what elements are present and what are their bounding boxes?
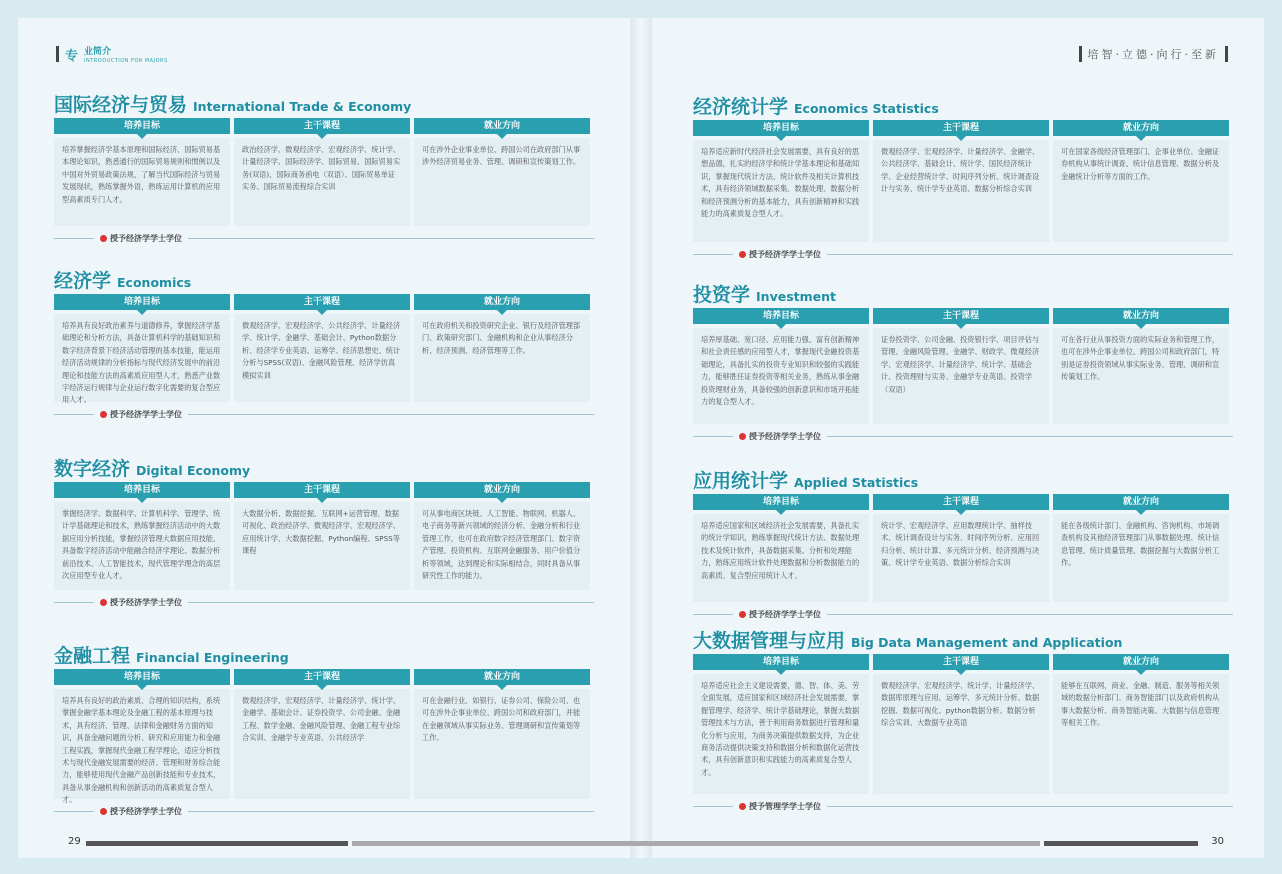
major-section bbox=[693, 466, 1233, 620]
column-body: 可在各行业从事投资方面的实际业务和管理工作，也可在涉外企事业单位、跨国公司和政府部门，特别是证券投资领域从事实际业务、管理、调研和宣传策划工作。 bbox=[1053, 328, 1229, 424]
column-header: 主干课程 bbox=[873, 308, 1049, 324]
major-title-zh: 经济统计学 bbox=[693, 96, 789, 118]
column-header: 就业方向 bbox=[414, 118, 590, 134]
column-body: 政治经济学、微观经济学、宏观经济学、统计学、计量经济学、国际经济学、国际贸易、国际贸易实务(双语)、国际商务函电（双语）、国际贸易单证实务、国际贸易流程综合实训 bbox=[234, 138, 410, 226]
major-columns bbox=[693, 308, 1233, 424]
header-divider bbox=[1079, 46, 1082, 62]
major-title-zh: 投资学 bbox=[693, 284, 751, 306]
degree-bullet-icon bbox=[739, 803, 746, 810]
degree-bullet-icon bbox=[739, 251, 746, 258]
major-columns bbox=[54, 482, 594, 590]
footer-bar bbox=[352, 841, 1040, 846]
column-header: 培养目标 bbox=[54, 482, 230, 498]
column-header: 培养目标 bbox=[693, 654, 869, 670]
training-goal-column bbox=[693, 494, 869, 602]
header-divider bbox=[56, 46, 59, 62]
degree-text: 授予经济学学士学位 bbox=[749, 249, 821, 259]
column-header: 就业方向 bbox=[414, 294, 590, 310]
column-body: 证券投资学、公司金融、投资银行学、项目评估与管理、金融风险管理、金融学、财政学、微观经济学、宏观经济学、计量经济学、统计学、基础会计、投资理财与实务、金融学专业英语、投资学（双语） bbox=[873, 328, 1049, 424]
column-body: 微观经济学、宏观经济学、公共经济学、计量经济学、统计学、金融学、基础会计、Python数据分析、经济学专业英语、运筹学、经济思想史、统计分析与SPSS(双语)、金融风险管理、经济学仿真模拟实训 bbox=[234, 314, 410, 402]
major-title-en: Digital Economy bbox=[136, 463, 251, 478]
core-courses-column bbox=[873, 654, 1049, 794]
degree-bullet-icon bbox=[739, 433, 746, 440]
career-column bbox=[1053, 308, 1229, 424]
major-columns bbox=[54, 294, 594, 405]
major-title-en: Economics Statistics bbox=[794, 101, 939, 116]
divider-line bbox=[54, 602, 94, 603]
page-number-left: 29 bbox=[68, 836, 81, 847]
column-header: 主干课程 bbox=[873, 494, 1049, 510]
degree-bullet-icon bbox=[100, 411, 107, 418]
major-title bbox=[693, 92, 1233, 118]
column-body: 培养厚基础、宽口径、应用能力强、富有创新精神和社会责任感的应用型人才，掌握现代金融投资基础理论，具备扎实的投资专业知识和较强的实践能力，能够胜任证券投资等相关业务，熟练从事金融投资理财业务，具备较强的创新意识和市场开拓能力的复合型人才。 bbox=[693, 328, 869, 424]
column-header: 就业方向 bbox=[1053, 120, 1229, 136]
degree-bullet-icon bbox=[100, 235, 107, 242]
page-header-right bbox=[1079, 45, 1229, 63]
major-section bbox=[54, 90, 594, 244]
divider-line bbox=[827, 614, 1233, 615]
degree-line bbox=[693, 608, 1233, 620]
degree-text: 授予经济学学士学位 bbox=[110, 597, 182, 607]
column-body: 大数据分析、数据挖掘、互联网+运营管理、数据可视化、政治经济学、微观经济学、宏观经济学、应用统计学、大数据挖掘、Python编程、SPSS等课程 bbox=[234, 502, 410, 590]
core-courses-column bbox=[234, 294, 410, 402]
major-title bbox=[54, 454, 594, 480]
header-divider bbox=[1225, 46, 1228, 62]
column-header: 就业方向 bbox=[414, 669, 590, 685]
column-header: 培养目标 bbox=[693, 120, 869, 136]
column-body: 可在国家各级经济管理部门、企事业单位、金融证券机构从事统计调查、统计信息管理、数据分析及金融统计分析等方面的工作。 bbox=[1053, 140, 1229, 242]
column-header: 主干课程 bbox=[873, 654, 1049, 670]
degree-text: 授予经济学学士学位 bbox=[110, 409, 182, 419]
column-body: 微观经济学、宏观经济学、计量经济学、金融学、公共经济学、基础会计、统计学、国民经济统计学、企业经营统计学、时间序列分析、统计调查设计与实务、统计学专业英语、数据分析综合实训 bbox=[873, 140, 1049, 242]
major-title bbox=[693, 626, 1233, 652]
major-title-en: International Trade & Economy bbox=[193, 99, 412, 114]
training-goal-column bbox=[693, 654, 869, 794]
training-goal-column bbox=[54, 482, 230, 590]
column-header: 培养目标 bbox=[54, 118, 230, 134]
column-header: 就业方向 bbox=[1053, 308, 1229, 324]
page-number-right: 30 bbox=[1211, 836, 1224, 847]
divider-line bbox=[54, 811, 94, 812]
divider-line bbox=[693, 254, 733, 255]
column-header: 主干课程 bbox=[234, 118, 410, 134]
major-section bbox=[54, 641, 594, 817]
degree-text: 授予经济学学士学位 bbox=[110, 806, 182, 816]
major-section bbox=[54, 454, 594, 608]
brand-subtitle: INTRODUCTION FOR MAJORS bbox=[84, 58, 168, 64]
major-title-zh: 数字经济 bbox=[54, 458, 131, 480]
column-header: 主干课程 bbox=[234, 482, 410, 498]
training-goal-column bbox=[693, 308, 869, 424]
degree-text: 授予经济学学士学位 bbox=[749, 431, 821, 441]
major-title-zh: 金融工程 bbox=[54, 645, 131, 667]
major-section bbox=[693, 626, 1233, 812]
major-columns bbox=[693, 654, 1233, 794]
major-title bbox=[54, 641, 594, 667]
column-body: 培养适应国家和区域经济社会发展需要，具备扎实的统计学知识，熟练掌握现代统计方法、数据处理技术及统计软件，具备数据采集、分析和处理能力，熟练应用统计软件处理数据和分析数据能力的高素质、复合型应用统计人才。 bbox=[693, 514, 869, 602]
core-courses-column bbox=[873, 120, 1049, 242]
column-header: 主干课程 bbox=[234, 294, 410, 310]
divider-line bbox=[188, 238, 594, 239]
column-body: 微观经济学、宏观经济学、统计学、计量经济学、数据库原理与应用、运筹学、多元统计分析、数据挖掘、数据可视化、python数据分析、数据分析综合实训、大数据专业英语 bbox=[873, 674, 1049, 794]
degree-text: 授予管理学学士学位 bbox=[749, 801, 821, 811]
column-header: 培养目标 bbox=[693, 494, 869, 510]
degree-bullet-icon bbox=[100, 808, 107, 815]
page-header-left bbox=[56, 44, 168, 64]
divider-line bbox=[827, 806, 1233, 807]
brand-title: 业简介 bbox=[84, 47, 112, 57]
core-courses-column bbox=[873, 308, 1049, 424]
major-section bbox=[693, 280, 1233, 442]
column-body: 培养适应新时代经济社会发展需要，具有良好的思想品德，扎实的经济学和统计学基本理论和基础知识，掌握现代统计方法、统计软件及相关计算机技术，具有经济领域数据采集、数据处理、数据分析和经济预测分析的基本能力，具有创新精神和实践能力的高素质复合型人才。 bbox=[693, 140, 869, 242]
degree-bullet-icon bbox=[739, 611, 746, 618]
degree-line bbox=[54, 408, 594, 420]
training-goal-column bbox=[54, 118, 230, 226]
major-title-zh: 应用统计学 bbox=[693, 470, 789, 492]
divider-line bbox=[693, 436, 733, 437]
column-header: 主干课程 bbox=[234, 669, 410, 685]
major-section bbox=[54, 266, 594, 420]
major-columns bbox=[54, 118, 594, 226]
divider-line bbox=[54, 238, 94, 239]
career-column bbox=[1053, 494, 1229, 602]
column-body: 微观经济学、宏观经济学、计量经济学、统计学、金融学、基础会计、证券投资学、公司金融、金融工程、数学金融、金融风险管理、金融工程专业综合实训、金融学专业英语、公共经济学 bbox=[234, 689, 410, 799]
major-title-en: Financial Engineering bbox=[136, 650, 289, 665]
book-gutter bbox=[630, 18, 652, 858]
footer-bar bbox=[1044, 841, 1198, 846]
column-body: 培养具有良好政治素养与道德修养，掌握经济学基础理论和分析方法，具备计算机科学的基础知识和数字经济背景下经济活动管理的基本技能，能运用经济活动规律的分析指标与现代经济发展中的前沿理论和技能方法的高素质应用型人才，熟悉产业数字经济运行规律与企业运行数字化需要的复合型应用人才。 bbox=[54, 314, 230, 402]
column-body: 可从事电商区块链、人工智能、物联网、机器人、电子商务等新兴领域的经济分析、金融分析和行业管理工作，也可在政府数字经济管理部门、数字资产管理、投资机构、互联网金融服务、用户价值分析等领域，达到理论和实际相结合，同时具备从事研究性工作的能力。 bbox=[414, 502, 590, 590]
brand-logo-mark: 专 bbox=[65, 48, 79, 64]
degree-bullet-icon bbox=[100, 599, 107, 606]
column-header: 就业方向 bbox=[1053, 654, 1229, 670]
career-column bbox=[1053, 654, 1229, 794]
major-title-zh: 国际经济与贸易 bbox=[54, 94, 188, 116]
column-body: 可在涉外企业事业单位、跨国公司在政府部门从事涉外经济贸易业务、管理、调研和宣传策划工作。 bbox=[414, 138, 590, 226]
divider-line bbox=[693, 806, 733, 807]
major-title-en: Big Data Management and Application bbox=[851, 635, 1123, 650]
school-motto: 培智·立德·向行·至新 bbox=[1087, 48, 1219, 61]
column-body: 培养掌握经济学基本原理和国际经济、国际贸易基本理论知识，熟悉通行的国际贸易规则和惯例以及中国对外贸易政策法规，了解当代国际经济与贸易发展现状，熟练掌握外语，熟练运用计算机的应用型高素质专门人才。 bbox=[54, 138, 230, 226]
column-header: 培养目标 bbox=[54, 669, 230, 685]
divider-line bbox=[188, 414, 594, 415]
major-title-en: Economics bbox=[117, 275, 192, 290]
column-body: 培养适应社会主义建设需要，德、智、体、美、劳全面发展，适应国家和区域经济社会发展需要，掌握管理学、经济学、统计学基础理论，掌握大数据管理技术与方法，善于利用商务数据进行管理和量化分析与应用，为商务决策提供数据支持，为企业商务活动提供决策支持和数据分析和数据化运营技术，具有创新意识和实践能力的高素质复合型人才。 bbox=[693, 674, 869, 794]
major-title-en: Applied Statistics bbox=[794, 475, 919, 490]
divider-line bbox=[188, 602, 594, 603]
degree-text: 授予经济学学士学位 bbox=[749, 609, 821, 619]
divider-line bbox=[693, 614, 733, 615]
degree-line bbox=[693, 800, 1233, 812]
divider-line bbox=[827, 254, 1233, 255]
column-header: 培养目标 bbox=[54, 294, 230, 310]
major-columns bbox=[54, 669, 594, 805]
column-body: 统计学、宏观经济学、应用数理统计学、抽样技术、统计调查设计与实务、时间序列分析、应用回归分析、统计计算、多元统计分析、经济预测与决策、统计学专业英语、数据分析综合实训 bbox=[873, 514, 1049, 602]
divider-line bbox=[188, 811, 594, 812]
training-goal-column bbox=[54, 294, 230, 405]
column-body: 能在各级统计部门、金融机构、咨询机构、市场调查机构及其他经济管理部门从事数据处理、统计信息管理、统计质量管理、数据挖掘与大数据分析工作。 bbox=[1053, 514, 1229, 602]
training-goal-column bbox=[54, 669, 230, 805]
core-courses-column bbox=[234, 118, 410, 226]
footer-bar bbox=[86, 841, 348, 846]
degree-line bbox=[54, 805, 594, 817]
column-body: 掌握经济学、数据科学、计算机科学、管理学、统计学基础理论和技术，熟练掌握经济活动中的大数据应用分析技能，掌握经济管理大数据应用技能，具备数字经济活动中能融合经济学理论、数据分析前沿技术、人工智能技术，现代管理学理念的高层次应用型专业人才。 bbox=[54, 502, 230, 590]
column-header: 主干课程 bbox=[873, 120, 1049, 136]
degree-line bbox=[54, 232, 594, 244]
column-header: 培养目标 bbox=[693, 308, 869, 324]
major-title bbox=[693, 280, 1233, 306]
page-footer bbox=[56, 836, 1226, 848]
degree-line bbox=[54, 596, 594, 608]
major-columns bbox=[693, 494, 1233, 602]
column-body: 培养具有良好的政治素质、合理的知识结构，系统掌握金融学基本理论及金融工程的基本原理与技术，具有经济、管理、法律和金融财务方面的知识，具备金融问题的分析、研究和应用能力和金融工程实践，掌握现代金融工程学理论，适应分析技术与现代金融发展需要的经济、管理和财务综合能力，能够使用现代金融产品创新技能和专业技术，具备从事金融机构和创新活动的高素质复合型人才。 bbox=[54, 689, 230, 799]
column-header: 就业方向 bbox=[1053, 494, 1229, 510]
core-courses-column bbox=[234, 482, 410, 590]
core-courses-column bbox=[234, 669, 410, 799]
divider-line bbox=[827, 436, 1233, 437]
major-title-zh: 大数据管理与应用 bbox=[693, 630, 846, 652]
degree-text: 授予经济学学士学位 bbox=[110, 233, 182, 243]
training-goal-column bbox=[693, 120, 869, 242]
major-title-zh: 经济学 bbox=[54, 270, 112, 292]
career-column bbox=[414, 669, 590, 799]
divider-line bbox=[54, 414, 94, 415]
career-column bbox=[414, 482, 590, 590]
column-body: 可在金融行业、如银行、证券公司、保险公司、也可在涉外企事业单位、跨国公司和政府部门，并能在金融领域从事实际业务、管理调研和宣传策划等工作。 bbox=[414, 689, 590, 799]
career-column bbox=[414, 118, 590, 226]
major-title bbox=[54, 90, 594, 116]
column-body: 能够在互联网、商业、金融、制造、服务等相关领域的数据分析部门、商务智能部门以及政府机构从事大数据分析、商务智能决策、大数据与信息管理等相关工作。 bbox=[1053, 674, 1229, 794]
major-title-en: Investment bbox=[756, 289, 836, 304]
major-columns bbox=[693, 120, 1233, 242]
major-title bbox=[54, 266, 594, 292]
career-column bbox=[1053, 120, 1229, 242]
column-body: 可在政府机关和投资研究企业、银行及经济管理部门、政策研究部门、金融机构和企业从事经济分析、经济预测、经济管理等工作。 bbox=[414, 314, 590, 402]
career-column bbox=[414, 294, 590, 402]
column-header: 就业方向 bbox=[414, 482, 590, 498]
core-courses-column bbox=[873, 494, 1049, 602]
degree-line bbox=[693, 430, 1233, 442]
major-section bbox=[693, 92, 1233, 260]
degree-line bbox=[693, 248, 1233, 260]
major-title bbox=[693, 466, 1233, 492]
